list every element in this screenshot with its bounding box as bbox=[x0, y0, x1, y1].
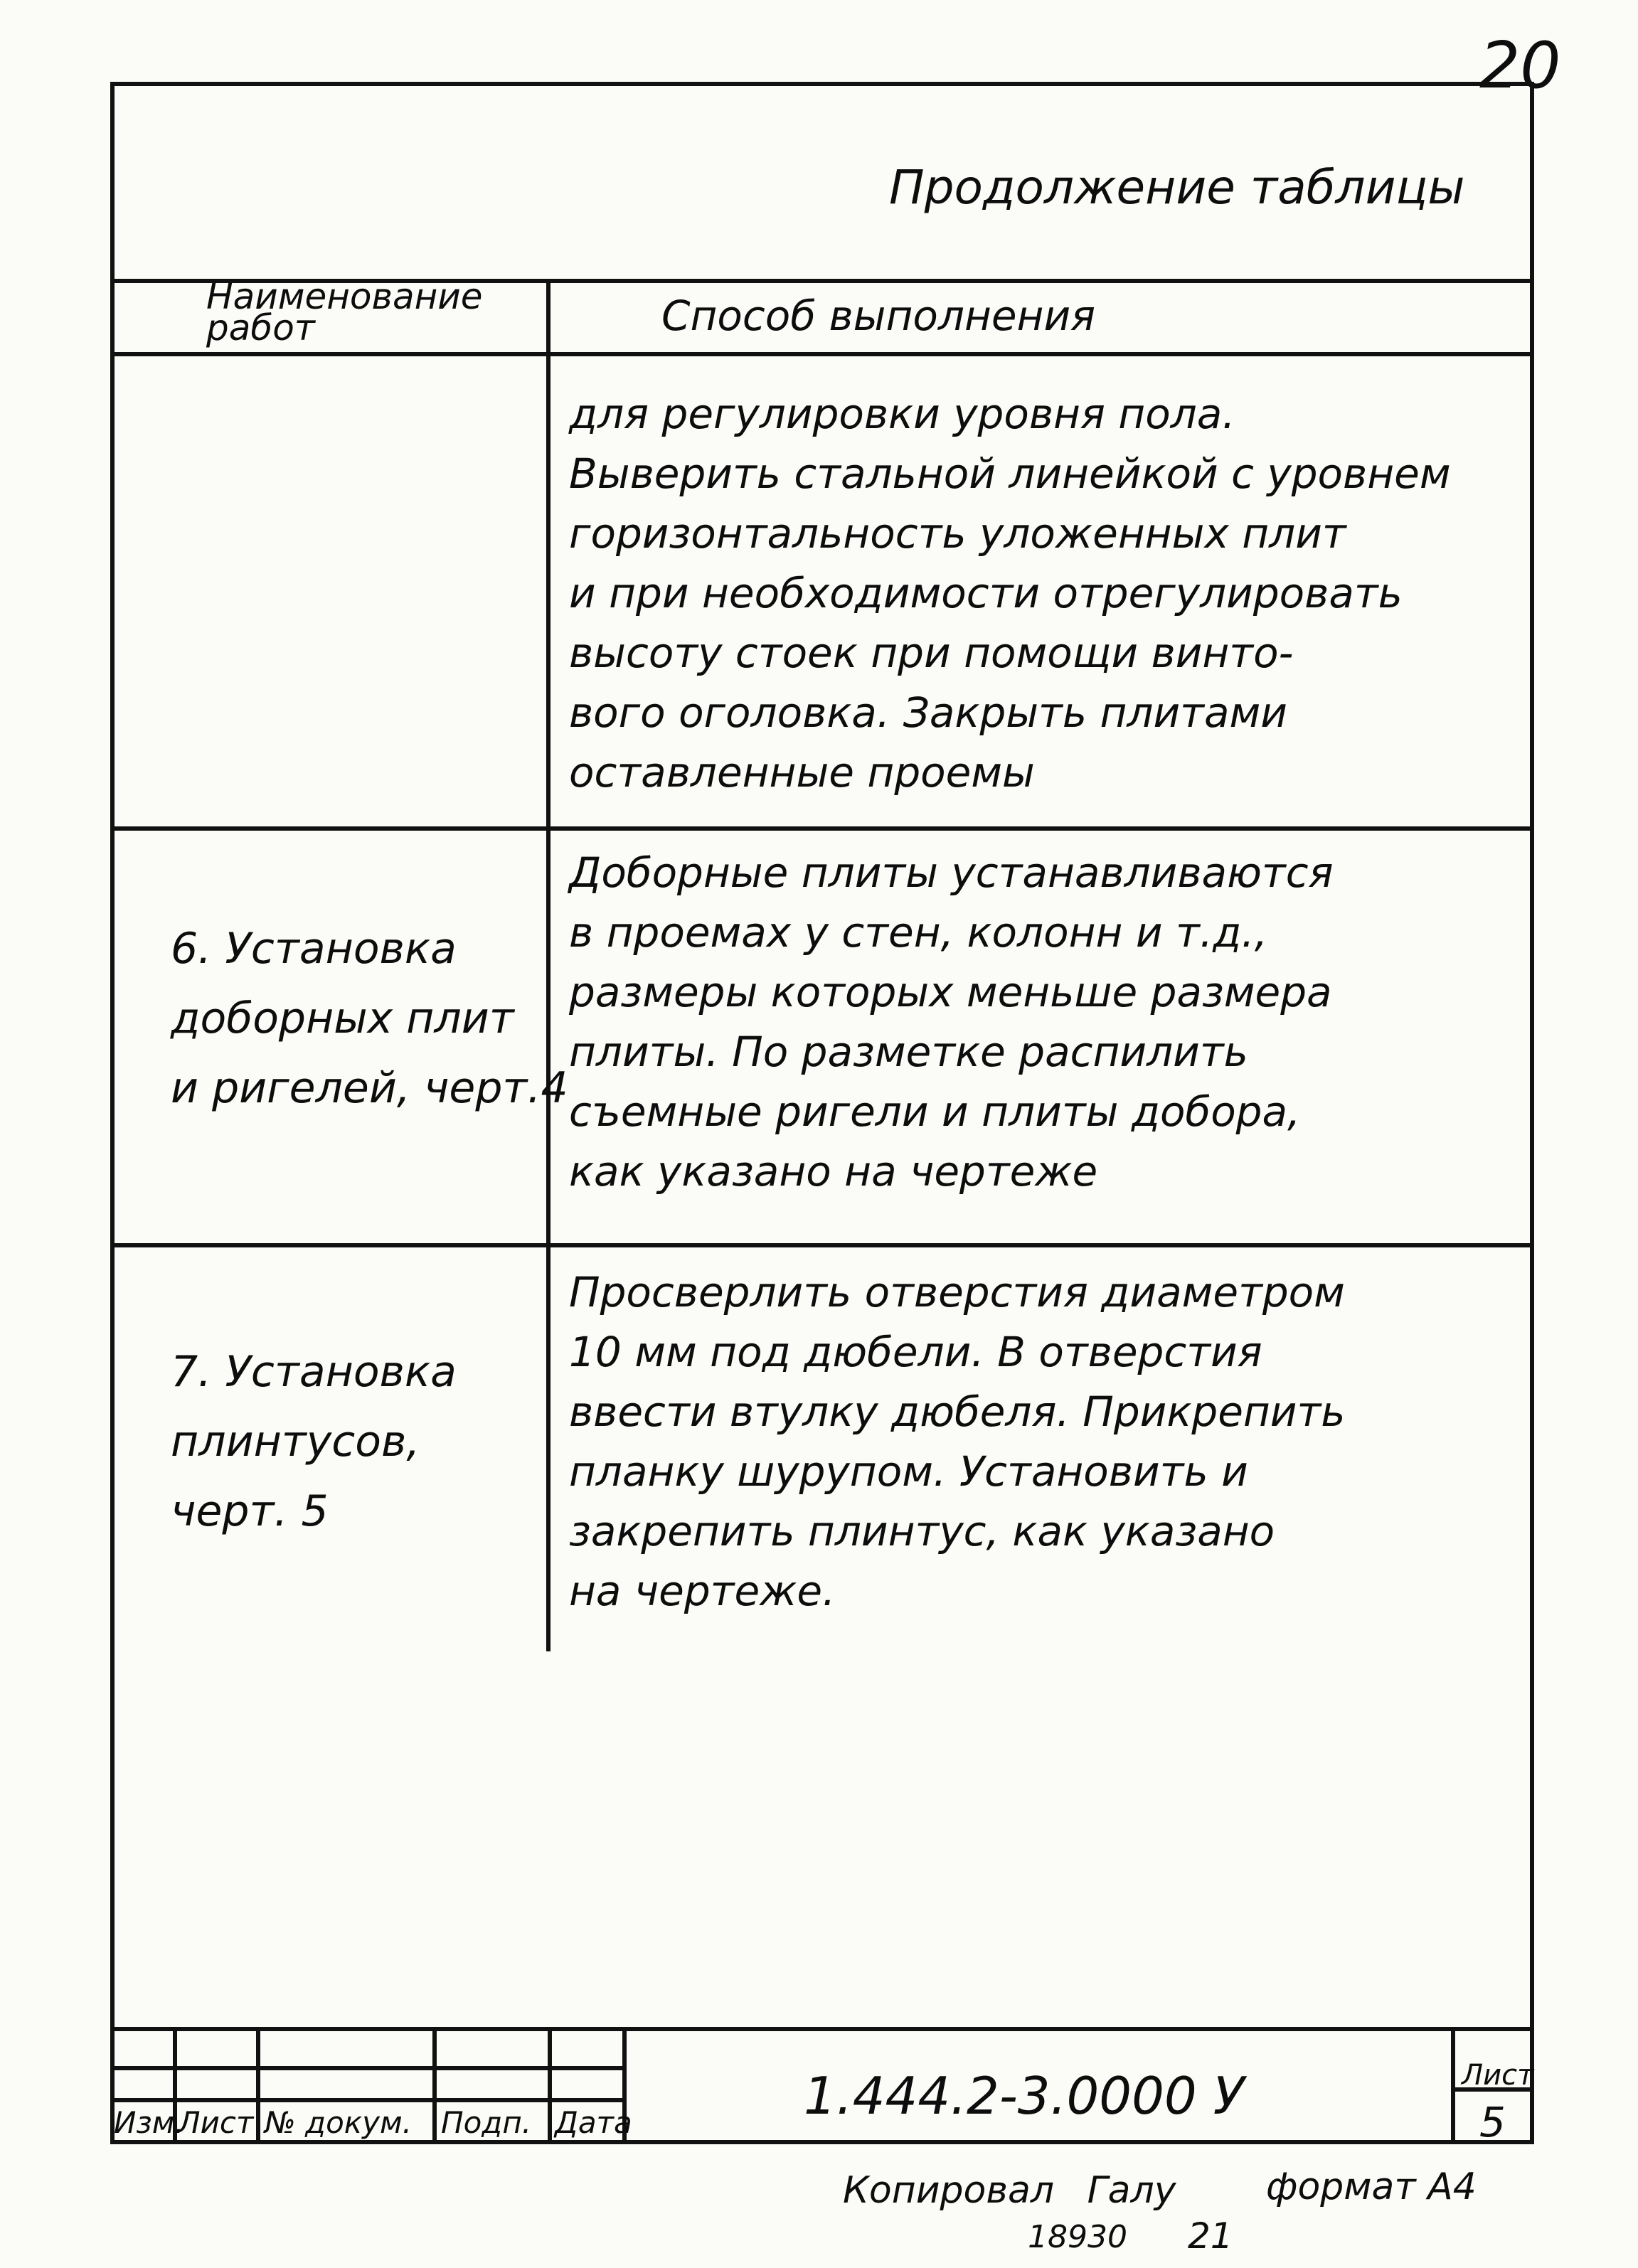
sheet-number: 5 bbox=[1479, 2098, 1506, 2146]
title-block-col-6 bbox=[1451, 2027, 1455, 2144]
column-header-name: Наименование работ bbox=[206, 276, 483, 348]
copied-by-label bbox=[843, 2169, 1176, 2212]
title-block-col-4 bbox=[548, 2027, 552, 2144]
footer-number-1: 18930 bbox=[1028, 2219, 1127, 2255]
column-header-divider bbox=[110, 352, 1534, 356]
title-block-mid2 bbox=[110, 2098, 622, 2102]
copied-signature: Галу bbox=[1087, 2169, 1176, 2212]
stamp-date: Дата bbox=[555, 2105, 632, 2140]
stamp-izm: Изм. bbox=[114, 2105, 184, 2140]
row-divider-2 bbox=[110, 1243, 1534, 1247]
stamp-signature: Подп. bbox=[441, 2105, 532, 2140]
row-1-method: для регулировки уровня пола. Выверить стальной линейкой с уровнем горизонтальность уложенных плит и при необходимости отрегулировать высоту стоек при помощи винто- вого оголовка. Закрыть плитами оставленные проемы bbox=[569, 390, 1451, 797]
title-block-col-3 bbox=[432, 2027, 437, 2144]
title-block-col-2 bbox=[256, 2027, 260, 2144]
table-continuation-heading: Продолжение таблицы bbox=[889, 160, 1465, 215]
stamp-doc-number: № докум. bbox=[265, 2105, 413, 2140]
title-block-top bbox=[110, 2027, 1534, 2031]
page-number: 20 bbox=[1479, 28, 1561, 103]
format-label: формат А4 bbox=[1266, 2166, 1477, 2208]
row-2-method: Доборные плиты устанавливаются в проемах у стен, колонн и т.д., размеры которых меньше размера плиты. По разметке распилить съемные ригели и плиты добора, как указано на чертеже bbox=[569, 848, 1334, 1196]
row-3-method: Просверлить отверстия диаметром 10 мм под дюбели. В отверстия ввести втулку дюбеля. Прикрепить планку шурупом. Установить и закрепить плинтус, как указано на чертеже. bbox=[569, 1268, 1346, 1615]
document-code: 1.444.2-3.0000 У bbox=[804, 2066, 1245, 2126]
title-block-mid bbox=[110, 2066, 622, 2070]
row-3-work-name: 7. Установка плинтусов, черт. 5 bbox=[171, 1347, 457, 1536]
row-divider-1 bbox=[110, 826, 1534, 831]
copied-label: Копировал bbox=[843, 2169, 1055, 2212]
stamp-list: Лист bbox=[178, 2105, 254, 2140]
column-header-method: Способ выполнения bbox=[661, 292, 1096, 340]
sheet-label: Лист bbox=[1462, 2059, 1534, 2092]
row-2-work-name: 6. Установка доборных плит и ригелей, черт.4 bbox=[171, 924, 568, 1113]
footer-number-2: 21 bbox=[1188, 2215, 1233, 2257]
